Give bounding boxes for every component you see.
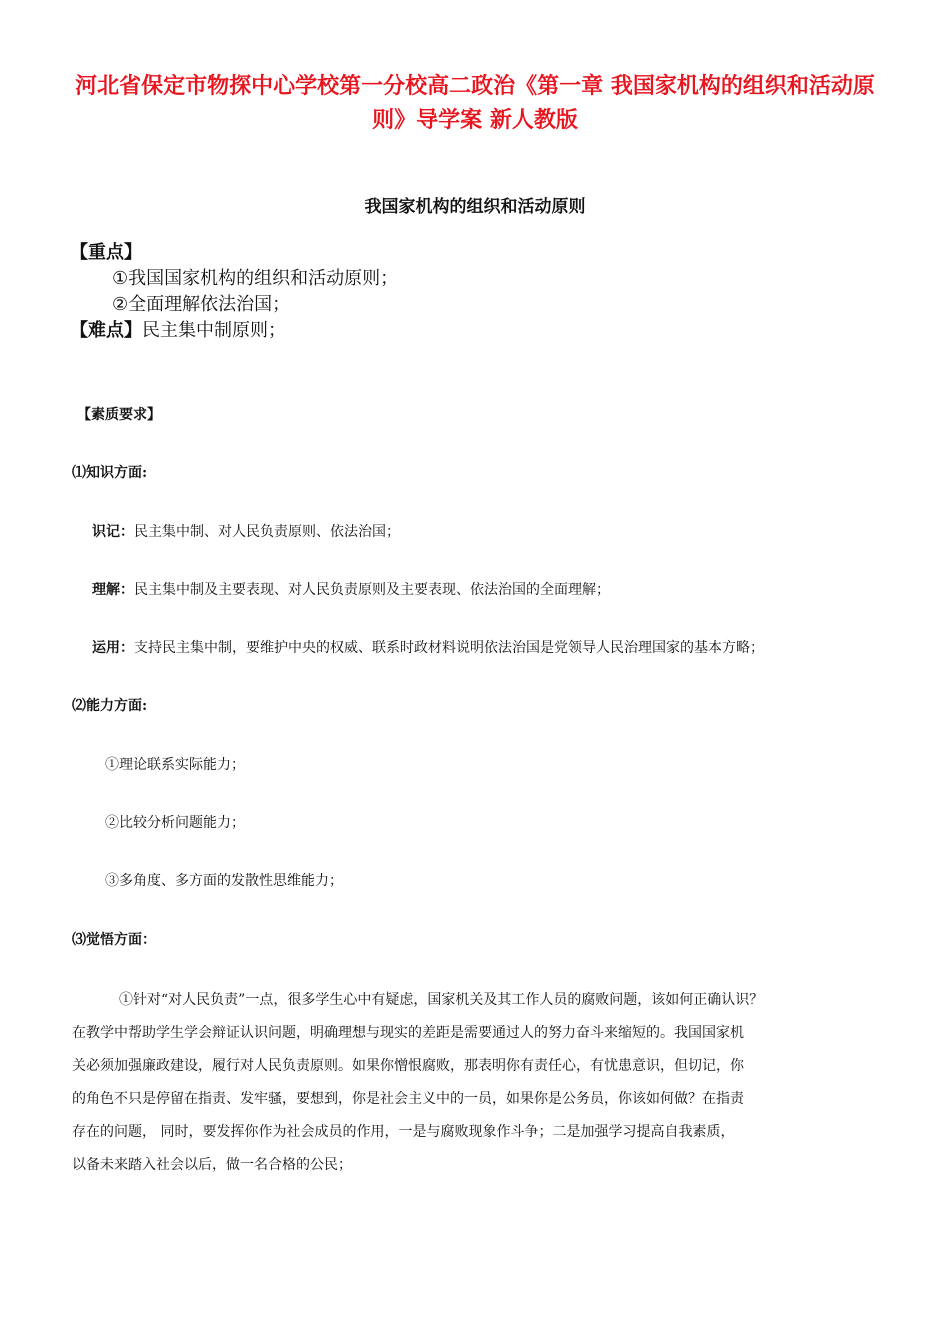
knowledge-item-text: 民主集中制、对人民负责原则、依法治国； [134, 524, 400, 540]
document-title: 河北省保定市物探中心学校第一分校高二政治《第一章 我国家机构的组织和活动原则》导学案 新人教版 [75, 74, 875, 133]
knowledge-item [92, 637, 764, 657]
awareness-paragraph [72, 984, 892, 1182]
knowledge-item [92, 579, 610, 599]
ability-item: ③多角度、多方面的发散性思维能力； [105, 873, 343, 889]
key-point-item: ②全面理解依法治国； [112, 294, 291, 315]
knowledge-item-text: 民主集中制及主要表现、对人民负责原则及主要表现、依法治国的全面理解； [134, 582, 610, 598]
awareness-heading: ⑶觉悟方面： [72, 932, 156, 948]
key-point-heading [70, 240, 398, 266]
key-point-item: ①我国国家机构的组织和活动原则； [112, 268, 399, 289]
knowledge-item-text: 支持民主集中制，要维护中央的权威、联系时政材料说明依法治国是党领导人民治理国家的基本方略； [134, 640, 764, 656]
knowledge-item-label: 理解： [92, 582, 134, 598]
nandian-text: 民主集中制原则； [142, 320, 286, 341]
ability-item: ②比较分析问题能力； [105, 815, 245, 831]
knowledge-item-label: 识记： [92, 524, 134, 540]
zhongdian-label: 【重点】 [70, 242, 142, 263]
clipped-text-fragment [70, 343, 190, 352]
awareness-line: 以备未来踏入社会以后，做一名合格的公民； [72, 1157, 352, 1173]
quality-heading: 【素质要求】 [77, 407, 161, 423]
awareness-line: 的角色不只是停留在指责、发牢骚，要想到，你是社会主义中的一员，如果你是公务员，你该如何做？在指责 [72, 1091, 744, 1107]
knowledge-item-label: 运用： [92, 640, 134, 656]
awareness-line: 存在的问题， 同时，要发挥你作为社会成员的作用，一是与腐败现象作斗争；二是加强学习提高自我素质， [72, 1124, 735, 1140]
awareness-line: 关必须加强廉政建设，履行对人民负责原则。如果你憎恨腐败，那表明你有责任心，有忧患意识，但切记，你 [72, 1058, 744, 1074]
knowledge-heading: ⑴知识方面: [72, 465, 148, 481]
nandian-label: 【难点】 [70, 320, 142, 341]
key-points-block [70, 240, 398, 344]
awareness-line: ①针对“对人民负责”一点，很多学生心中有疑虑，国家机关及其工作人员的腐败问题，该如何正确认识？ [119, 992, 764, 1008]
section-title: 我国家机构的组织和活动原则 [364, 197, 586, 217]
awareness-line: 在教学中帮助学生学会辩证认识问题，明确理想与现实的差距是需要通过人的努力奋斗来缩短的。我国国家机 [72, 1025, 744, 1041]
difficulty-row [70, 318, 398, 344]
knowledge-item [92, 521, 400, 541]
ability-item: ①理论联系实际能力； [105, 757, 245, 773]
ability-heading: ⑵能力方面: [72, 698, 148, 714]
